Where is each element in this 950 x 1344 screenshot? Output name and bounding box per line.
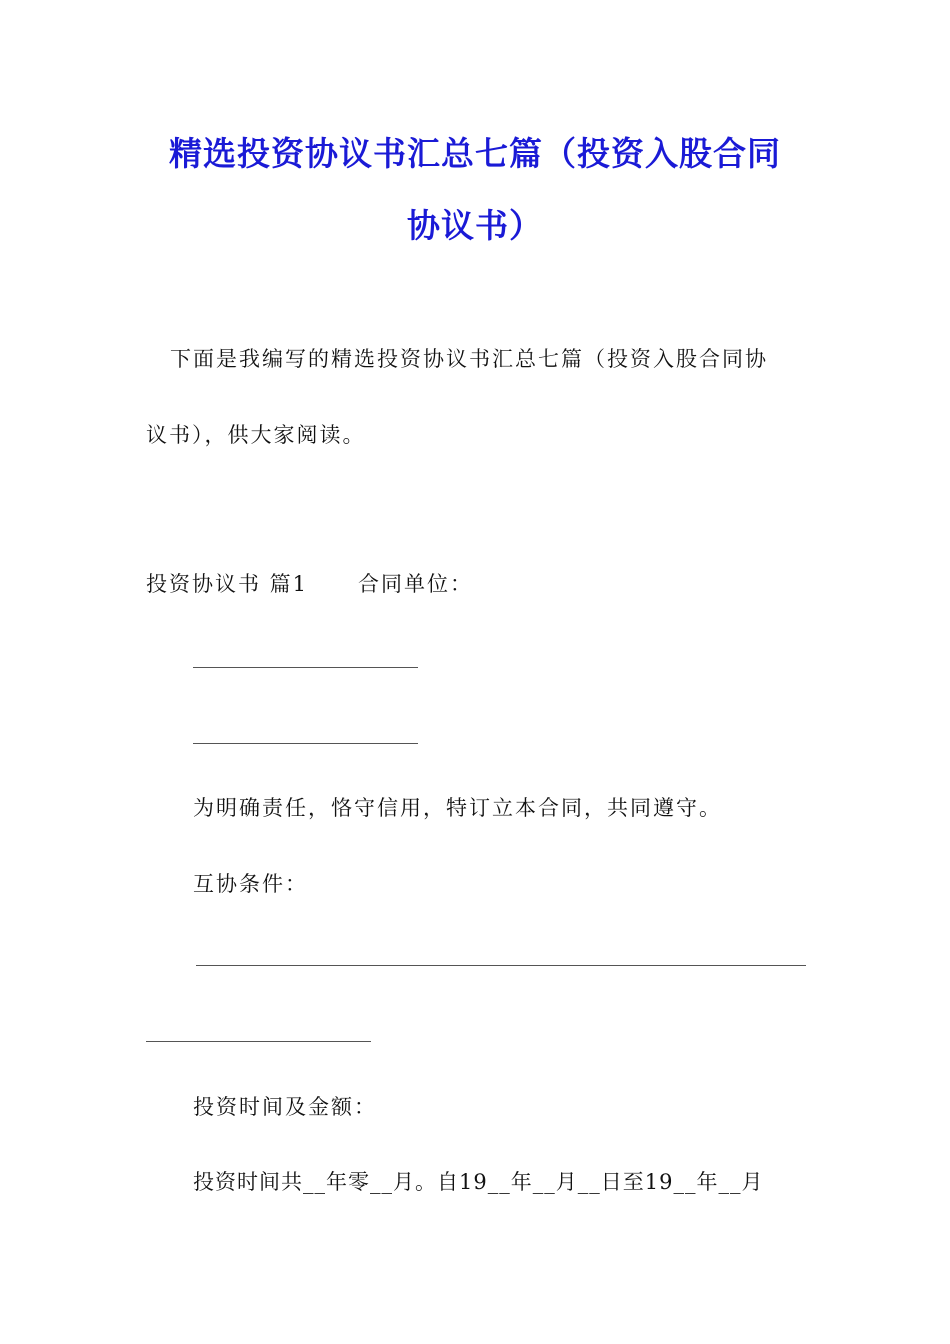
- section-title: 投资协议书 篇1: [146, 572, 309, 596]
- section-heading: [146, 570, 473, 598]
- document-title-line-2: 协议书）: [407, 206, 543, 245]
- blank-line-terms-1: [196, 965, 806, 966]
- blank-line-terms-2: [146, 1041, 371, 1042]
- blank-line-party-a: [193, 667, 418, 668]
- blank-line-party-b: [193, 743, 418, 744]
- intro-line-2: 议书），供大家阅读。: [146, 423, 366, 447]
- intro-line-1: 下面是我编写的精选投资协议书汇总七篇（投资入股合同协: [170, 347, 768, 371]
- terms-label: 互协条件：: [193, 872, 308, 896]
- document-title-line-1: 精选投资协议书汇总七篇（投资入股合同: [169, 134, 781, 173]
- time-line: 投资时间共__年零__月。自19__年__月__日至19__年__月: [193, 1170, 764, 1194]
- contract-units-label: 合同单位：: [358, 572, 474, 596]
- purpose-text: 为明确责任，恪守信用，特订立本合同，共同遵守。: [193, 796, 722, 820]
- time-amount-label: 投资时间及金额：: [193, 1095, 377, 1119]
